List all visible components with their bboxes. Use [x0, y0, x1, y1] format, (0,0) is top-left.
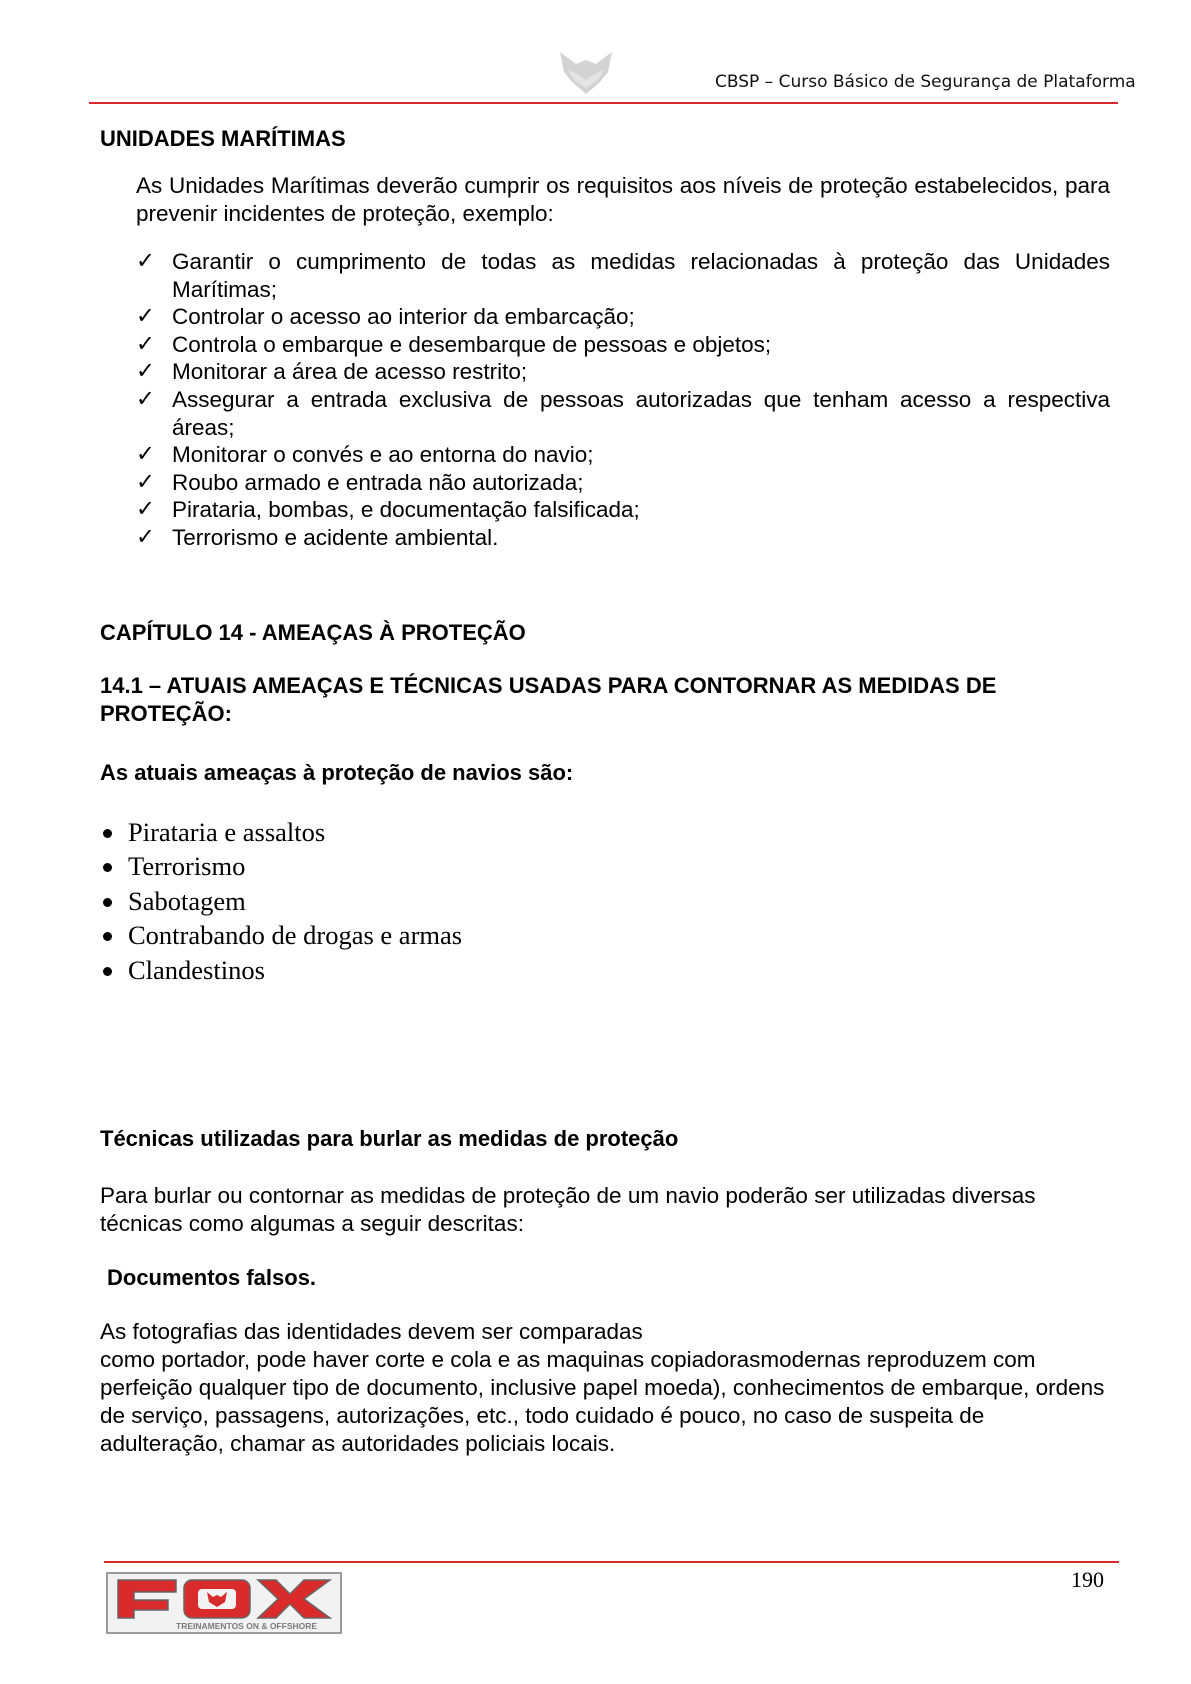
- list-item: Pirataria e assaltos: [100, 815, 462, 849]
- svg-text:TREINAMENTOS ON & OFFSHORE: TREINAMENTOS ON & OFFSHORE: [176, 1621, 318, 1631]
- list-item: ✓ Monitorar a área de acesso restrito;: [136, 358, 528, 385]
- list-item: ✓ Assegurar a entrada exclusiva de pessoas autorizadas que tenham acesso a respectiva áreas;: [136, 385, 1110, 440]
- checkmark-icon: ✓: [136, 523, 155, 550]
- threats-heading: As atuais ameaças à proteção de navios são:: [100, 760, 574, 785]
- checkmark-icon: ✓: [136, 330, 155, 357]
- bullet-icon: [103, 967, 112, 976]
- techniques-heading: Técnicas utilizadas para burlar as medidas de proteção: [100, 1126, 679, 1151]
- fox-head-icon: [556, 48, 616, 98]
- list-item: ✓ Pirataria, bombas, e documentação falsificada;: [136, 496, 640, 523]
- fox-brand-logo: [106, 1572, 342, 1634]
- documents-subheading: Documentos falsos.: [107, 1265, 317, 1290]
- list-item: ✓ Roubo armado e entrada não autorizada;: [136, 468, 584, 495]
- section-intro: As Unidades Marítimas deverão cumprir os requisitos aos níveis de proteção estabelecidos, para prevenir incidentes de proteção, exemplo:: [136, 173, 1110, 226]
- list-item: Contrabando de drogas e armas: [100, 918, 462, 952]
- bullet-icon: [103, 863, 112, 872]
- checkmark-icon: ✓: [136, 358, 155, 385]
- list-item: Terrorismo: [100, 849, 462, 883]
- documents-body: como portador, pode haver corte e cola e as maquinas copiadorasmodernas reproduzem com perfeição qualquer tipo de documento, inclusive papel moeda), conhecimentos de embarque, ordens de serviço, passagens, autorizações, etc., todo cuidado é pouco, no caso de suspeita de adulteração, chamar as autoridades policiais locais.: [100, 1347, 1105, 1456]
- checkmark-icon: ✓: [136, 385, 155, 412]
- header-title: CBSP – Curso Básico de Segurança de Plataforma: [715, 72, 1136, 92]
- list-item: ✓ Controlar o acesso ao interior da embarcação;: [136, 303, 635, 330]
- section-heading-unidades: UNIDADES MARÍTIMAS: [100, 126, 346, 151]
- techniques-intro: Para burlar ou contornar as medidas de proteção de um navio poderão ser utilizadas diversas técnicas como algumas a seguir descritas:: [100, 1183, 1036, 1236]
- list-item: Sabotagem: [100, 884, 462, 918]
- checkmark-icon: ✓: [136, 496, 155, 523]
- checkmark-icon: ✓: [136, 468, 155, 495]
- bullet-icon: [103, 898, 112, 907]
- documents-body-first-line: As fotografias das identidades devem ser comparadas: [100, 1319, 643, 1344]
- page-number: 190: [1071, 1567, 1104, 1592]
- checkmark-icon: ✓: [136, 248, 155, 274]
- chapter-title: CAPÍTULO 14 - AMEAÇAS À PROTEÇÃO: [100, 620, 526, 645]
- checkmark-icon: ✓: [136, 441, 155, 468]
- requirements-checklist: [136, 248, 1110, 552]
- list-item: ✓ Terrorismo e acidente ambiental.: [136, 523, 499, 550]
- list-item: Clandestinos: [100, 953, 462, 987]
- checkmark-icon: ✓: [136, 303, 155, 330]
- header-divider: [89, 102, 1118, 104]
- threats-list: [100, 815, 462, 987]
- bullet-icon: [103, 829, 112, 838]
- bullet-icon: [103, 932, 112, 941]
- list-item: ✓ Monitorar o convés e ao entorna do navio;: [136, 441, 594, 468]
- footer-divider: [104, 1561, 1119, 1563]
- list-item: ✓ Garantir o cumprimento de todas as medidas relacionadas à proteção das Unidades Marítimas;: [136, 248, 1110, 302]
- list-item: ✓ Controla o embarque e desembarque de pessoas e objetos;: [136, 330, 772, 357]
- chapter-subtitle: 14.1 – ATUAIS AMEAÇAS E TÉCNICAS USADAS PARA CONTORNAR AS MEDIDAS DE PROTEÇÃO:: [100, 673, 997, 726]
